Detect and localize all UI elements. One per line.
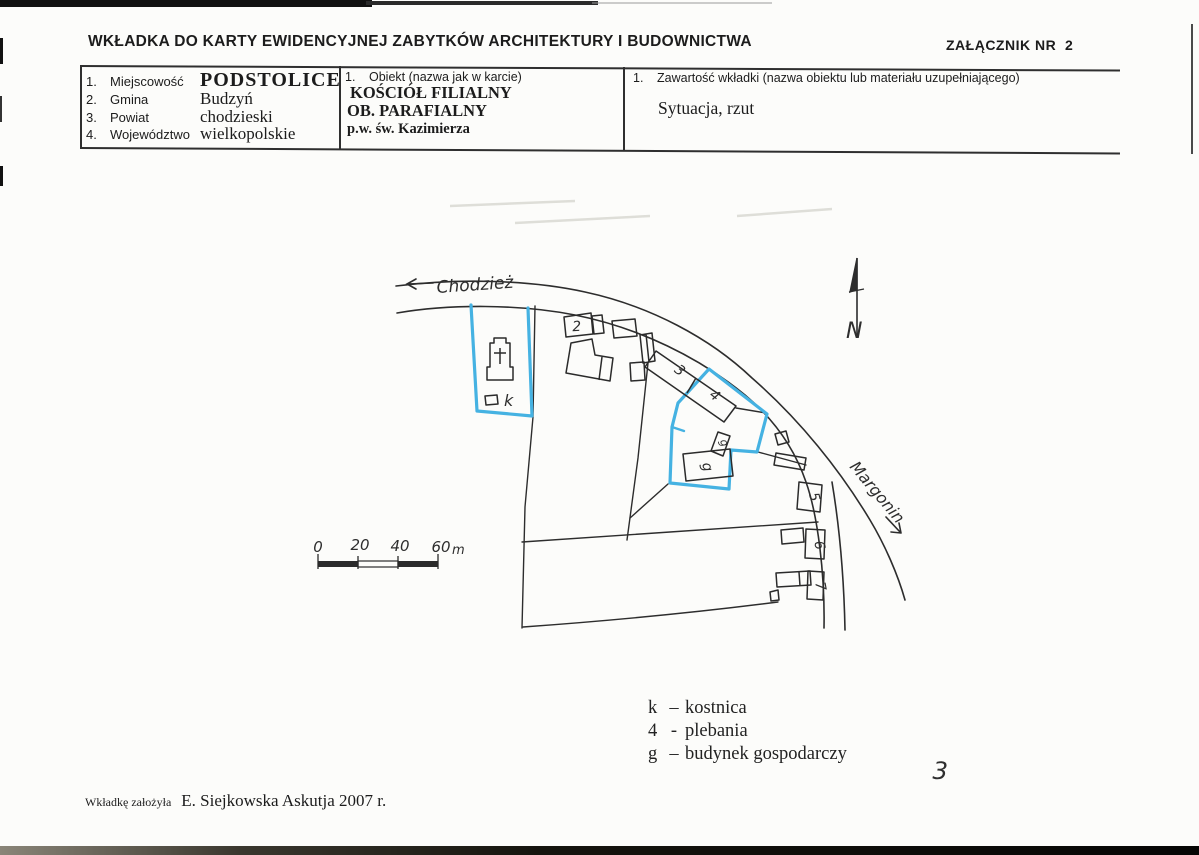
church-plot-highlight [471,305,532,416]
field-value: wielkopolskie [200,124,296,143]
map-legend [648,698,847,767]
pencil-smudge [737,209,832,216]
building-roadside-3 [776,571,811,587]
legend-desc: budynek gospodarczy [685,744,847,764]
scale-tick-label-0: 0 [313,538,323,556]
attachment-label: ZAŁĄCZNIK NR 2 [946,37,1074,53]
building-label-g-large: g [697,460,716,474]
mortuary-building [485,395,498,405]
pencil-smudge [515,216,650,223]
legend-symbol: 4 [648,721,658,741]
north-label: N [846,319,863,344]
footer-prepared-by-value: E. Siejkowska Askutja 2007 r. [181,791,387,810]
building-label-k: k [504,391,514,410]
object-name-line-2: OB. PARAFIALNY [347,101,487,120]
pencil-smudges [450,201,832,223]
field-label: Obiekt (nazwa jak w karcie) [369,70,522,84]
field-value: Budzyń [200,89,253,108]
legend-symbol: k [648,698,658,718]
field-no: 2. [86,92,97,107]
building-label-7: 7 [811,580,829,593]
building-roadside-4 [770,590,779,601]
building-label-4: 4 [706,386,723,405]
legend-item-budynek-gospodarczy [648,744,847,767]
farm-plot-tick [672,427,684,431]
building-tiny-square [775,431,789,445]
road-label-chodziez: Chodzież [435,272,515,298]
field-label: Powiat [110,110,150,125]
field-label: Gmina [110,92,149,107]
scale-segment-filled-2 [398,561,438,567]
road-label-margonin: Margonin [845,457,909,527]
field-no: 1. [345,70,356,84]
content-field-value: Sytuacja, rzut [658,98,755,118]
field-no: 1. [86,74,97,89]
parcel-line-diagonal [630,484,668,518]
building-label-5: 5 [805,490,823,504]
footer-prepared-by-label: Wkładkę założyła [85,795,172,809]
scale-unit-label: m [452,543,465,558]
building-3-4-row [645,351,736,422]
legend-dash: – [669,744,679,764]
arrow-to-chodziez-icon [407,279,433,289]
scale-segment-open [358,561,398,567]
object-name-line-3: p.w. św. Kazimierza [347,121,470,137]
legend-desc: plebania [685,721,748,741]
legend-dash: - [670,721,678,741]
road-branch-edge [832,482,845,630]
building-l-shape [566,339,613,381]
building-roadside-2 [781,528,804,544]
legend-item-plebania [648,721,847,744]
page-number: 3 [932,756,949,786]
field-no: 4. [86,127,97,142]
building-2-annex [592,315,604,334]
building-label-2: 2 [571,318,582,336]
page-title: WKŁADKA DO KARTY EWIDENCYJNEJ ZABYTKÓW ARCHITEKTURY I BUDOWNICTWA [88,33,752,50]
scale-tick-label-60: 60 [431,538,451,556]
building-label-6: 6 [810,539,828,552]
road-inner-edge [397,306,824,628]
building-small-square [630,362,645,381]
field-value: PODSTOLICE [200,69,341,91]
parcel-line-field-upper [522,522,818,542]
field-no: 1. [633,71,644,85]
parcel-line-center [627,363,648,540]
field-label: Zawartość wkładki (nazwa obiektu lub materiału uzupełniającego) [657,71,1020,85]
legend-symbol: g [648,744,658,764]
field-no: 3. [86,110,97,125]
scale-segment-filled-1 [318,561,358,567]
field-value: chodzieski [200,107,273,126]
building-label-g-small: g [716,437,732,449]
scale-bar [313,536,464,569]
church-cross-icon [494,348,506,364]
north-arrow [846,258,864,344]
field-label: Miejscowość [110,74,184,89]
legend-item-kostnica [648,698,847,721]
legend-dash: – [669,698,679,718]
field-label: Województwo [110,127,190,142]
scale-tick-label-20: 20 [350,536,370,554]
building-label-3: 3 [671,361,688,380]
legend-desc: kostnica [685,698,747,718]
north-arrow-head-icon [850,258,857,292]
object-name-line-1: KOŚCIÓŁ FILIALNY [350,83,512,102]
parcel-line-field-lower [523,602,778,627]
scale-tick-label-40: 40 [390,537,410,555]
pencil-smudge [450,201,575,206]
footer [85,791,386,811]
